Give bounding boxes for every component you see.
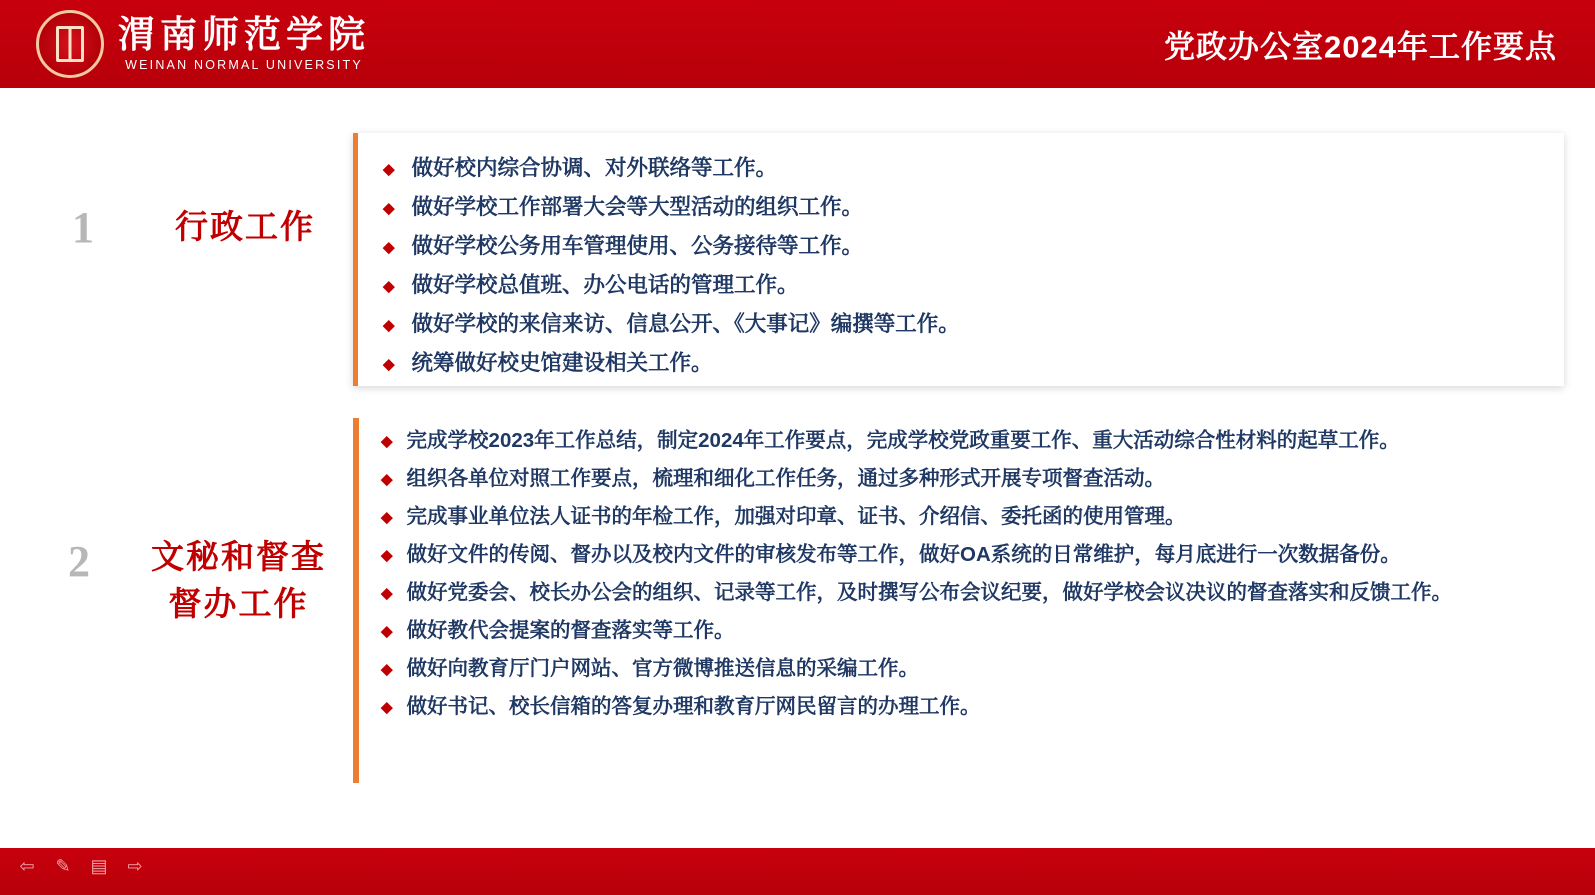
bullet-text: 做好教代会提案的督查落实等工作。 [406,619,735,642]
diamond-bullet-icon: ◆ [381,623,393,640]
bullet-text: 做好向教育厅门户网站、官方微博推送信息的采编工作。 [406,657,920,680]
diamond-bullet-icon: ◆ [381,433,393,450]
accent-bar-1 [353,133,358,386]
section-panel-2 [353,418,1564,783]
list-item [381,422,1554,459]
bullet-text: 做好校内综合协调、对外联络等工作。 [411,156,778,180]
diamond-bullet-icon: ◆ [381,547,393,564]
diamond-bullet-icon: ◆ [381,661,393,678]
list-item [383,188,1546,227]
list-item [381,460,1554,497]
list-item [381,650,1554,687]
section-panel-1 [353,133,1564,386]
page-footer [0,848,1595,895]
section-label-2-line1: 文秘和督查 [151,538,326,575]
section-label-2 [126,533,351,627]
university-name-en: WEINAN NORMAL UNIVERSITY [125,58,363,72]
forward-arrow-icon[interactable]: ⇨ [127,856,143,876]
bullet-text: 统筹做好校史馆建设相关工作。 [411,351,713,375]
university-name-cn: 渭南师范学院 [118,15,370,56]
list-item [383,266,1546,305]
page-title: 党政办公室2024年工作要点 [1164,29,1557,65]
back-arrow-icon[interactable]: ⇦ [19,856,35,876]
diamond-bullet-icon: ◆ [381,699,393,716]
bullet-text: 完成事业单位法人证书的年检工作，加强对印章、证书、介绍信、委托函的使用管理。 [406,505,1186,528]
bullet-list-1 [353,133,1564,383]
bullet-text: 做好学校工作部署大会等大型活动的组织工作。 [411,195,864,219]
list-item [381,612,1554,649]
diamond-bullet-icon: ◆ [383,200,395,217]
university-seal-icon [36,10,104,78]
bullet-text: 完成学校2023年工作总结，制定2024年工作要点，完成学校党政重要工作、重大活动综合性材料的起草工作。 [406,429,1400,452]
section-label-1: 行政工作 [175,208,315,245]
page-header [0,0,1595,88]
section-number-1: 1 [72,203,94,252]
list-item [381,688,1554,725]
list-item [381,536,1554,573]
list-item [383,344,1546,383]
diamond-bullet-icon: ◆ [381,471,393,488]
bullet-text: 做好党委会、校长办公会的组织、记录等工作，及时撰写公布会议纪要，做好学校会议决议的督查落实和反馈工作。 [406,581,1453,604]
list-item [383,149,1546,188]
list-item [383,305,1546,344]
list-item [383,227,1546,266]
accent-bar-2 [353,418,359,783]
bullet-text: 做好学校的来信来访、信息公开、《大事记》编撰等工作。 [411,312,960,336]
note-icon[interactable]: ▤ [90,856,108,876]
logo-text-block [118,15,370,73]
section-number-2: 2 [68,537,90,586]
diamond-bullet-icon: ◆ [383,356,395,373]
bullet-text: 组织各单位对照工作要点，梳理和细化工作任务，通过多种形式开展专项督查活动。 [406,467,1166,490]
section-label-2-line2: 督办工作 [168,585,309,622]
bullet-text: 做好书记、校长信箱的答复办理和教育厅网民留言的办理工作。 [406,695,981,718]
diamond-bullet-icon: ◆ [383,161,395,178]
bullet-text: 做好学校总值班、办公电话的管理工作。 [411,273,799,297]
diamond-bullet-icon: ◆ [383,278,395,295]
list-item [381,574,1554,611]
bullet-text: 做好学校公务用车管理使用、公务接待等工作。 [411,234,864,258]
footer-toolbar [16,856,146,876]
list-item [381,498,1554,535]
diamond-bullet-icon: ◆ [381,585,393,602]
diamond-bullet-icon: ◆ [381,509,393,526]
university-logo [36,8,370,80]
diamond-bullet-icon: ◆ [383,317,395,334]
bullet-text: 做好文件的传阅、督办以及校内文件的审核发布等工作，做好OA系统的日常维护，每月底进行一次数据备份。 [406,543,1401,566]
bullet-list-2 [353,418,1564,725]
slide-content [0,88,1595,848]
diamond-bullet-icon: ◆ [383,239,395,256]
pen-icon[interactable]: ✎ [55,856,71,876]
